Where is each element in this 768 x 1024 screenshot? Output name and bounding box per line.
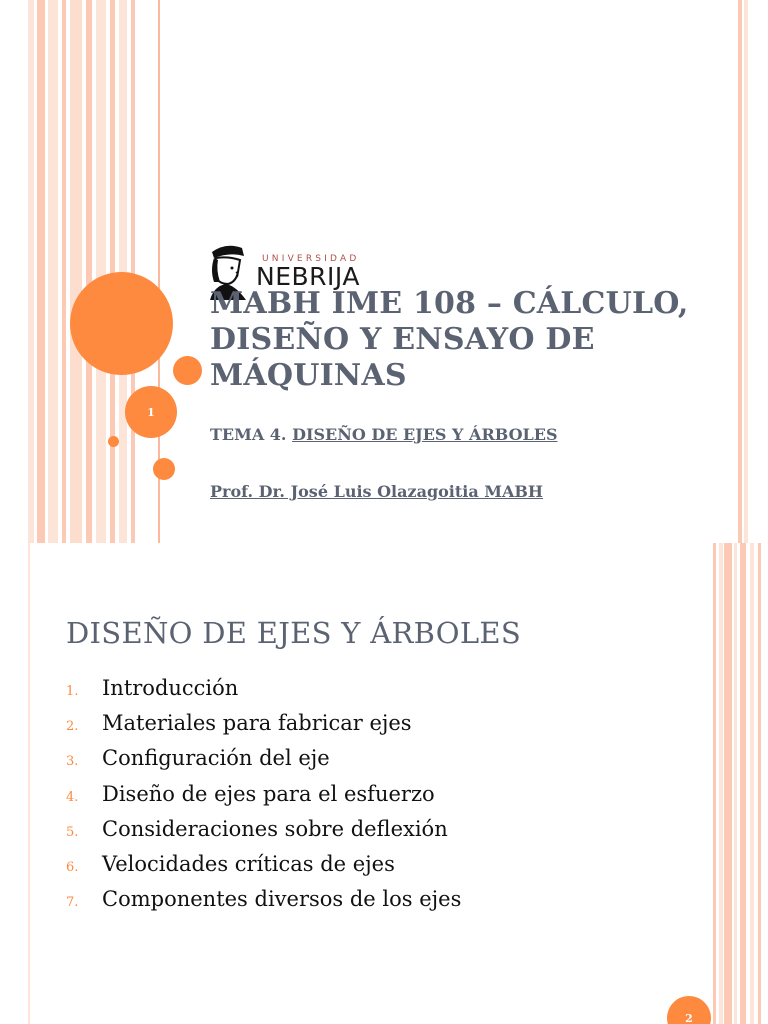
list-item (66, 817, 461, 852)
decor-stripe (744, 0, 748, 543)
title-line: MÁQUINAS (210, 358, 407, 393)
list-item (66, 746, 461, 781)
slide-subtitle (210, 425, 558, 444)
item-text: Configuración del eje (102, 746, 330, 771)
logo-name-text: NEBRIJA (256, 262, 360, 291)
item-number: 4. (66, 789, 79, 805)
decor-circle (70, 272, 173, 375)
table-of-contents (66, 676, 461, 922)
item-text: Diseño de ejes para el esfuerzo (102, 781, 435, 806)
list-item (66, 887, 461, 922)
decor-stripe (28, 543, 30, 1024)
page-number: 1 (147, 405, 155, 419)
decor-stripe (724, 543, 732, 1024)
item-number: 2. (66, 719, 79, 735)
logo-university-text: UNIVERSIDAD (262, 254, 360, 264)
title-line: MABH IME 108 – CÁLCULO, (210, 286, 689, 321)
decor-circle (173, 356, 202, 385)
decor-stripe (738, 0, 742, 543)
decor-circle (108, 436, 119, 447)
item-number: 6. (66, 859, 79, 875)
page-number-badge (667, 996, 711, 1024)
decor-stripe (750, 543, 754, 1024)
list-item (66, 711, 461, 746)
decor-stripe (96, 0, 106, 543)
decor-stripe (740, 543, 746, 1024)
item-text: Componentes diversos de los ejes (102, 887, 462, 912)
decor-stripe (86, 0, 92, 543)
decor-stripe (734, 543, 737, 1024)
item-text: Consideraciones sobre deflexión (102, 816, 448, 841)
item-text: Velocidades críticas de ejes (102, 851, 395, 876)
item-number: 3. (66, 754, 79, 770)
list-item (66, 852, 461, 887)
decor-stripe (758, 543, 761, 1024)
decor-circle (153, 458, 175, 480)
decor-stripe (28, 0, 34, 543)
page-number: 2 (685, 1012, 693, 1024)
decor-stripe (131, 0, 135, 543)
decor-stripe (37, 0, 45, 543)
list-item (66, 782, 461, 817)
section-title: DISEÑO DE EJES Y ÁRBOLES (66, 616, 522, 650)
decor-stripe (70, 0, 82, 543)
item-number: 1. (66, 684, 79, 699)
item-text: Introducción (102, 676, 239, 700)
item-number: 7. (66, 895, 79, 911)
decor-stripe (713, 543, 716, 1024)
subtitle-link[interactable]: DISEÑO DE EJES Y ÁRBOLES (292, 425, 558, 444)
item-text: Materiales para fabricar ejes (102, 711, 412, 736)
decor-stripe (62, 0, 66, 543)
decor-stripe (719, 543, 723, 1024)
decor-stripe (48, 0, 58, 543)
page-number-badge (125, 386, 177, 438)
title-line: DISEÑO Y ENSAYO DE (210, 322, 595, 357)
list-item (66, 676, 461, 711)
item-number: 5. (66, 824, 79, 840)
slide-title (210, 286, 710, 394)
author-link[interactable]: Prof. Dr. José Luis Olazagoitia MABH (210, 482, 544, 501)
subtitle-prefix: TEMA 4. (210, 425, 293, 444)
